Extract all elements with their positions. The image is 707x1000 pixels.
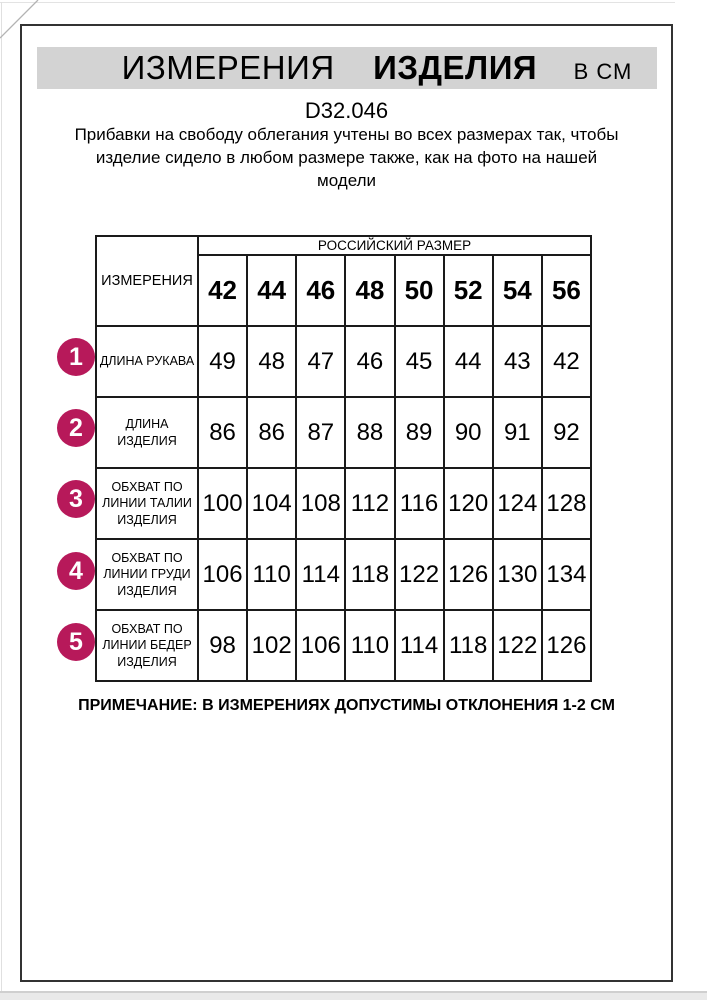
title-product: ИЗДЕЛИЯ — [373, 49, 538, 86]
row-label-cell: ДЛИНА РУКАВА — [96, 326, 198, 397]
value-cell: 42 — [542, 326, 591, 397]
value-cell: 104 — [247, 468, 296, 539]
value-cell: 45 — [395, 326, 444, 397]
value-cell: 126 — [444, 539, 493, 610]
value-cell: 116 — [395, 468, 444, 539]
value-cell: 47 — [296, 326, 345, 397]
value-cell: 86 — [198, 397, 247, 468]
value-cell: 100 — [198, 468, 247, 539]
size-header-cell: 44 — [247, 255, 296, 326]
size-header-cell: 54 — [493, 255, 542, 326]
row-label-cell: ОБХВАТ ПО ЛИНИИ БЕДЕР ИЗДЕЛИЯ — [96, 610, 198, 681]
size-header-cell: 56 — [542, 255, 591, 326]
value-cell: 126 — [542, 610, 591, 681]
scan-edge-top — [0, 2, 675, 3]
value-cell: 92 — [542, 397, 591, 468]
row-number-badge: 1 — [57, 338, 95, 376]
size-header-cell: 46 — [296, 255, 345, 326]
value-cell: 106 — [198, 539, 247, 610]
value-cell: 49 — [198, 326, 247, 397]
value-cell: 88 — [345, 397, 394, 468]
title-measurements: ИЗМЕРЕНИЯ — [121, 49, 335, 86]
value-cell: 106 — [296, 610, 345, 681]
value-cell: 86 — [247, 397, 296, 468]
value-cell: 124 — [493, 468, 542, 539]
value-cell: 90 — [444, 397, 493, 468]
row-number-badge: 2 — [57, 409, 95, 447]
value-cell: 128 — [542, 468, 591, 539]
value-cell: 110 — [345, 610, 394, 681]
row-label-cell: ОБХВАТ ПО ЛИНИИ ГРУДИ ИЗДЕЛИЯ — [96, 539, 198, 610]
description-line: модели — [317, 171, 376, 190]
article-number: D32.046 — [304, 98, 389, 123]
value-cell: 43 — [493, 326, 542, 397]
value-cell: 112 — [345, 468, 394, 539]
value-cell: 87 — [296, 397, 345, 468]
title-units: В СМ — [573, 59, 633, 84]
value-cell: 44 — [444, 326, 493, 397]
table-row-hip-girth — [96, 610, 591, 681]
product-description — [20, 123, 673, 192]
measurements-header-cell: ИЗМЕРЕНИЯ — [96, 236, 198, 326]
scan-edge-bottom-band — [0, 993, 707, 1000]
table-header-row — [96, 236, 591, 255]
value-cell: 114 — [395, 610, 444, 681]
row-number-badge: 3 — [57, 480, 95, 518]
size-header-cell: 52 — [444, 255, 493, 326]
table-row-chest-girth — [96, 539, 591, 610]
value-cell: 122 — [395, 539, 444, 610]
value-cell: 91 — [493, 397, 542, 468]
value-cell: 118 — [444, 610, 493, 681]
value-cell: 130 — [493, 539, 542, 610]
title-bar — [37, 47, 657, 89]
value-cell: 89 — [395, 397, 444, 468]
description-line: Прибавки на свободу облегания учтены во всех размерах так, чтобы — [74, 125, 619, 144]
table-row-waist-girth — [96, 468, 591, 539]
row-number-badge: 4 — [57, 552, 95, 590]
value-cell: 108 — [296, 468, 345, 539]
scan-edge-left — [1, 2, 2, 992]
value-cell: 48 — [247, 326, 296, 397]
table-row-sleeve-length — [96, 326, 591, 397]
table-row-item-length — [96, 397, 591, 468]
description-line: изделие сидело в любом размере также, как на фото на нашей — [95, 148, 598, 167]
value-cell: 114 — [296, 539, 345, 610]
value-cell: 46 — [345, 326, 394, 397]
value-cell: 118 — [345, 539, 394, 610]
size-header-cell: 42 — [198, 255, 247, 326]
russian-size-header-cell: РОССИЙСКИЙ РАЗМЕР — [198, 236, 591, 255]
value-cell: 98 — [198, 610, 247, 681]
value-cell: 122 — [493, 610, 542, 681]
size-header-cell: 48 — [345, 255, 394, 326]
size-table — [95, 235, 592, 682]
size-header-cell: 50 — [395, 255, 444, 326]
value-cell: 120 — [444, 468, 493, 539]
row-number-badge: 5 — [57, 623, 95, 661]
value-cell: 110 — [247, 539, 296, 610]
row-label-cell: ОБХВАТ ПО ЛИНИИ ТАЛИИ ИЗДЕЛИЯ — [96, 468, 198, 539]
value-cell: 102 — [247, 610, 296, 681]
note-text: ПРИМЕЧАНИЕ: В ИЗМЕРЕНИЯХ ДОПУСТИМЫ ОТКЛОНЕНИЯ 1-2 СМ — [78, 697, 615, 714]
row-label-cell: ДЛИНА ИЗДЕЛИЯ — [96, 397, 198, 468]
value-cell: 134 — [542, 539, 591, 610]
